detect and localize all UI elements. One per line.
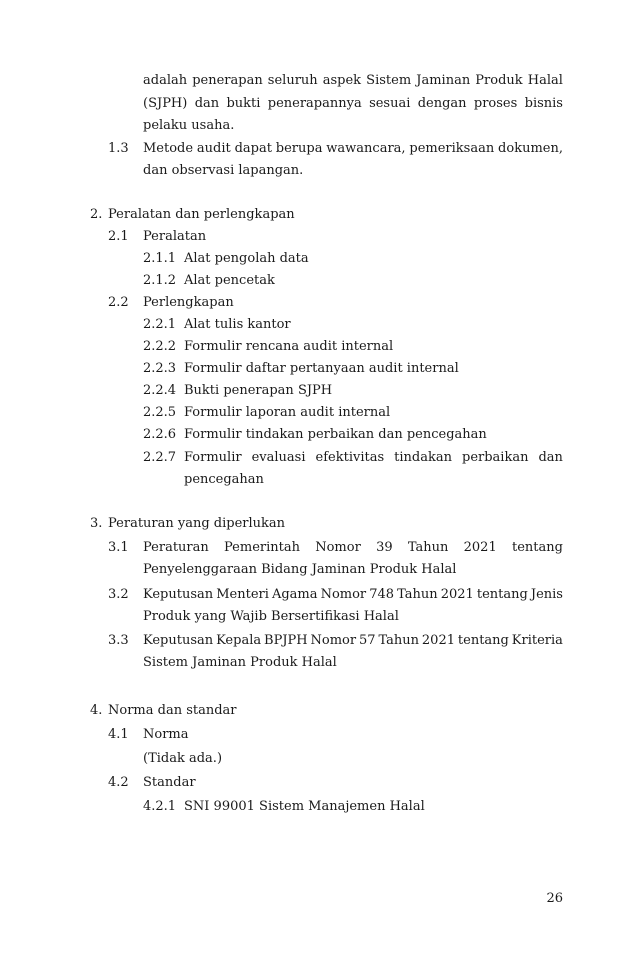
- item-3-3-line-2: Sistem Jaminan Produk Halal: [143, 655, 337, 670]
- item-4-2-1-text: SNI 99001 Sistem Manajemen Halal: [184, 799, 425, 814]
- item-2-2-7-line-2: pencegahan: [184, 472, 264, 487]
- section-3-title: Peraturan yang diperlukan: [108, 516, 286, 531]
- item-3-1-line-2: Penyelenggaraan Bidang Jaminan Produk Halal: [143, 562, 457, 577]
- item-2-2-5-number: 2.2.5: [143, 405, 177, 420]
- item-2-2-1-text: Alat tulis kantor: [184, 317, 291, 332]
- item-2-1-2-number: 2.1.2: [143, 273, 177, 288]
- section-2-title: Peralatan dan perlengkapan: [108, 207, 295, 222]
- item-3-3-number: 3.3: [108, 633, 129, 648]
- subsection-4-1-number: 4.1: [108, 727, 129, 742]
- item-1-3-line-1: Metode audit dapat berupa wawancara, pemeriksaan dokumen,: [143, 141, 563, 156]
- subsection-2-2-number: 2.2: [108, 295, 129, 310]
- item-2-2-4-number: 2.2.4: [143, 383, 177, 398]
- section-4-number: 4.: [90, 703, 103, 718]
- subsection-4-2-number: 4.2: [108, 775, 129, 790]
- item-2-1-1-text: Alat pengolah data: [184, 251, 309, 266]
- subsection-2-1-title: Peralatan: [143, 229, 207, 244]
- page-number: 26: [546, 891, 563, 906]
- item-2-2-7-number: 2.2.7: [143, 450, 177, 465]
- item-3-2-number: 3.2: [108, 587, 129, 602]
- item-1-3-number: 1.3: [108, 141, 129, 156]
- subsection-2-1-number: 2.1: [108, 229, 129, 244]
- section-2-number: 2.: [90, 207, 103, 222]
- item-3-2-line-2: Produk yang Wajib Bersertifikasi Halal: [143, 609, 399, 624]
- item-2-2-3-text: Formulir daftar pertanyaan audit internal: [184, 361, 459, 376]
- item-1-3-line-2: dan observasi lapangan.: [143, 163, 304, 178]
- item-2-2-2-text: Formulir rencana audit internal: [184, 339, 394, 354]
- item-3-1-line-1: Peraturan Pemerintah Nomor 39 Tahun 2021 tentang: [143, 540, 563, 555]
- item-3-3-line-1: Keputusan Kepala BPJPH Nomor 57 Tahun 2021 tentang Kriteria: [143, 633, 563, 648]
- continuation-line-1: adalah penerapan seluruh aspek Sistem Jaminan Produk Halal: [143, 73, 563, 88]
- continuation-line-3: pelaku usaha.: [143, 118, 235, 133]
- item-2-2-6-text: Formulir tindakan perbaikan dan pencegahan: [184, 427, 487, 442]
- continuation-line-2: (SJPH) dan bukti penerapannya sesuai dengan proses bisnis: [143, 96, 563, 111]
- subsection-4-1-title: Norma: [143, 727, 189, 742]
- subsection-2-2-title: Perlengkapan: [143, 295, 234, 310]
- item-2-2-6-number: 2.2.6: [143, 427, 177, 442]
- item-3-2-line-1: Keputusan Menteri Agama Nomor 748 Tahun 2021 tentang Jenis: [143, 587, 563, 602]
- subsection-4-1-text: (Tidak ada.): [143, 751, 223, 766]
- item-2-2-3-number: 2.2.3: [143, 361, 177, 376]
- item-2-2-5-text: Formulir laporan audit internal: [184, 405, 391, 420]
- item-2-2-1-number: 2.2.1: [143, 317, 177, 332]
- section-4-title: Norma dan standar: [108, 703, 237, 718]
- item-2-2-7-line-1: Formulir evaluasi efektivitas tindakan perbaikan dan: [184, 450, 563, 465]
- item-2-2-4-text: Bukti penerapan SJPH: [184, 383, 333, 398]
- section-3-number: 3.: [90, 516, 103, 531]
- subsection-4-2-title: Standar: [143, 775, 196, 790]
- item-2-1-1-number: 2.1.1: [143, 251, 177, 266]
- item-3-1-number: 3.1: [108, 540, 129, 555]
- item-4-2-1-number: 4.2.1: [143, 799, 177, 814]
- item-2-2-2-number: 2.2.2: [143, 339, 177, 354]
- item-2-1-2-text: Alat pencetak: [184, 273, 275, 288]
